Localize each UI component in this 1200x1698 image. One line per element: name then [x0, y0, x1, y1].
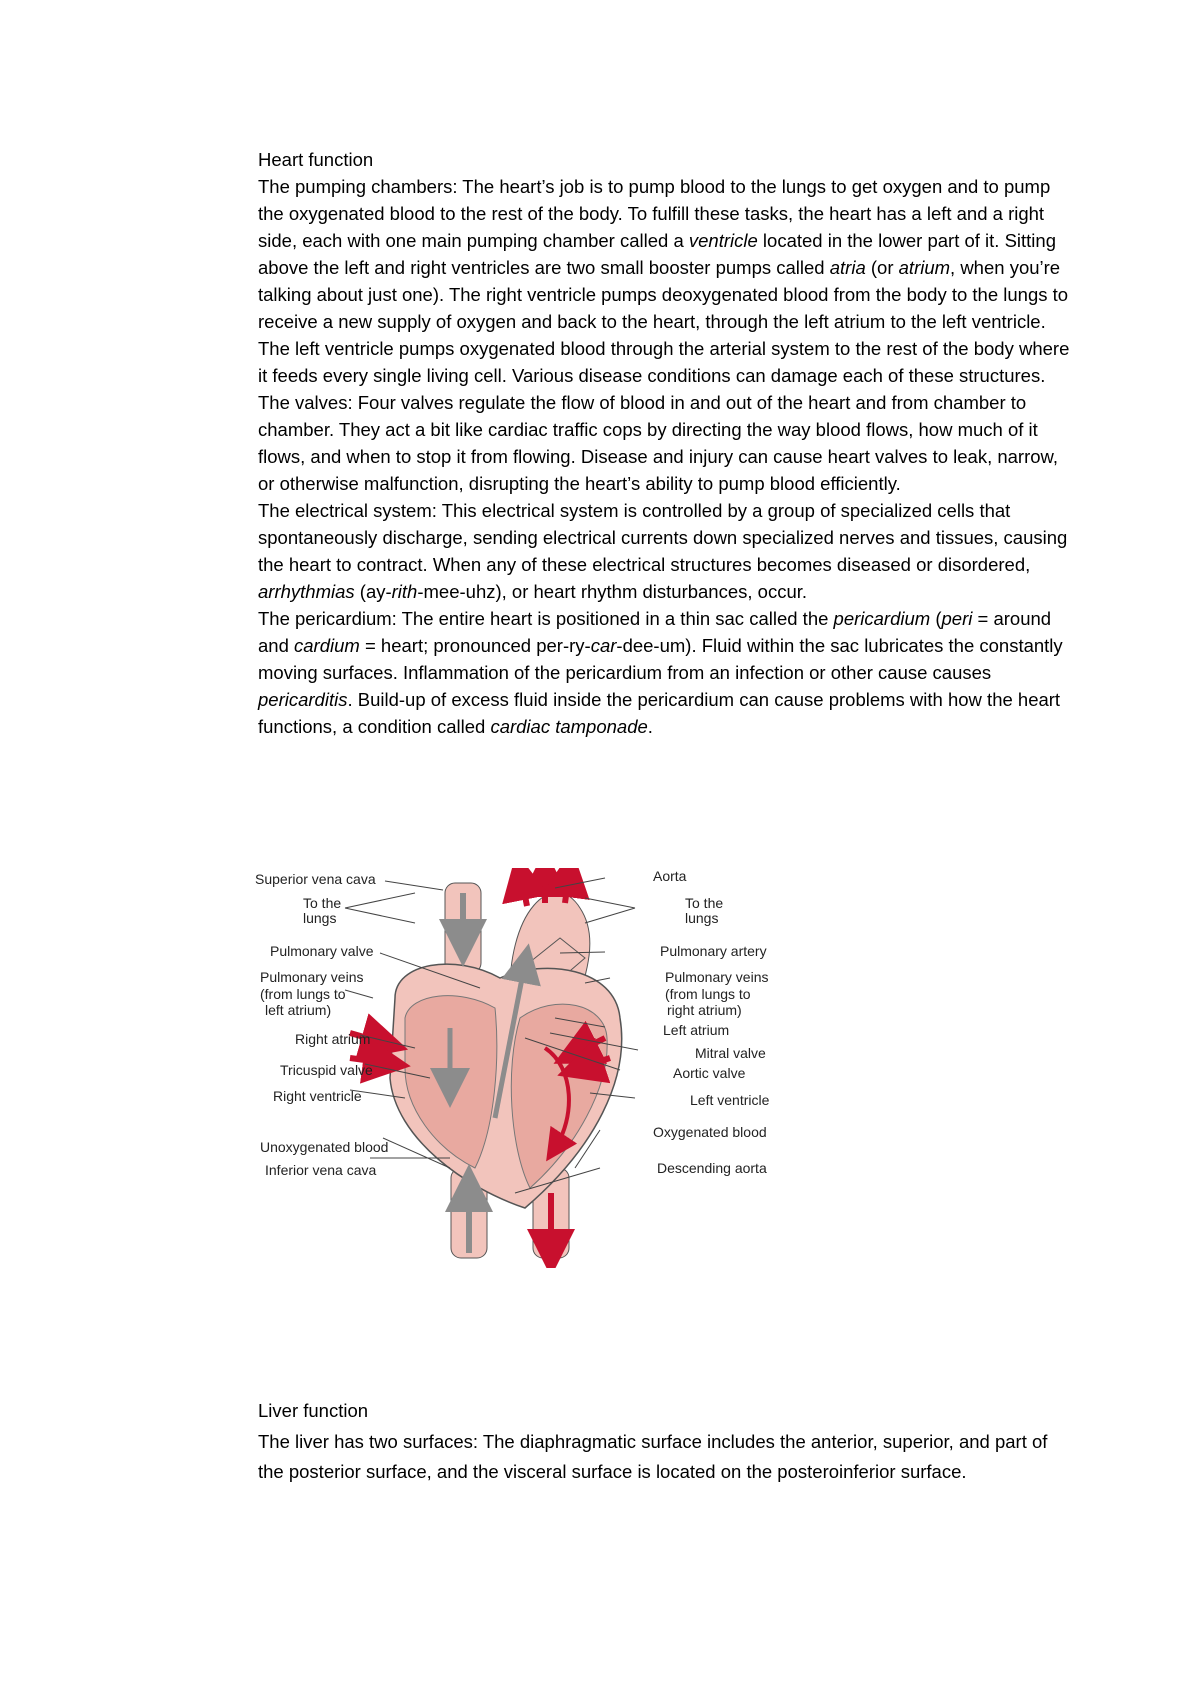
- label-oxygenated-blood: Oxygenated blood: [653, 1124, 767, 1140]
- pericardium-paragraph: The pericardium: The entire heart is positioned in a thin sac called the pericardium (peri = around and cardium = heart; pronounced per-ry-car-dee-um). Fluid within the sac lubricates the constantly moving surfaces. Inflammation of the pericardium from an infection or other cause causes pericarditis. Build-up of excess fluid inside the pericardium can cause problems with how the heart functions, a condition called cardiac tamponade.: [258, 608, 1063, 737]
- liver-surfaces-paragraph: The liver has two surfaces: The diaphragmatic surface includes the anterior, superior, and part of the posterior surface, and the visceral surface is located on the posteroinferior surface.: [258, 1430, 1048, 1482]
- label-right-atrium: Right atrium: [295, 1031, 371, 1047]
- label-mitral-valve: Mitral valve: [695, 1045, 766, 1061]
- label-superior-vena-cava: Superior vena cava: [255, 871, 376, 887]
- term-cardium: cardium: [294, 635, 360, 656]
- label-left-ventricle: Left ventricle: [690, 1092, 770, 1108]
- heart-diagram-svg: [255, 868, 795, 1268]
- label-to-lungs-right-2: lungs: [685, 910, 719, 926]
- term-arrhythmias: arrhythmias: [258, 581, 355, 602]
- label-to-lungs-left-2: lungs: [303, 910, 337, 926]
- term-atrium: atrium: [898, 257, 951, 278]
- term-ventricle: ventricle: [688, 230, 758, 251]
- label-pulmonary-veins-left-3: left atrium): [265, 1002, 332, 1018]
- label-pulmonary-veins-left-2: (from lungs to: [260, 986, 346, 1002]
- electrical-system-paragraph: The electrical system: This electrical system is controlled by a group of specialized cells that spontaneously discharge, sending electrical currents down specialized nerves and tissues, causing the heart to contract. When any of these electrical structures becomes diseased or disordered, arrhythmias (ay-rith-mee-uhz), or heart rhythm disturbances, occur.: [258, 500, 1068, 602]
- term-pericardium: pericardium: [833, 608, 931, 629]
- term-atria: atria: [829, 257, 866, 278]
- liver-function-section: [258, 1396, 1078, 1488]
- term-cardiac-tamponade: cardiac tamponade: [490, 716, 648, 737]
- label-pulmonary-veins-right-2: (from lungs to: [665, 986, 751, 1002]
- liver-function-heading: Liver function: [258, 1400, 369, 1421]
- label-tricuspid-valve: Tricuspid valve: [280, 1062, 373, 1078]
- label-right-ventricle: Right ventricle: [273, 1088, 362, 1104]
- label-pulmonary-valve: Pulmonary valve: [270, 943, 374, 959]
- term-car: car: [590, 635, 617, 656]
- aorta-up-arrow-2: [565, 873, 569, 903]
- aorta-up-arrow-3: [521, 876, 527, 906]
- label-aortic-valve: Aortic valve: [673, 1065, 746, 1081]
- label-pulmonary-veins-right-3: right atrium): [667, 1002, 742, 1018]
- label-to-lungs-right: To the: [685, 895, 724, 911]
- label-aorta: Aorta: [653, 868, 687, 884]
- label-pulmonary-artery: Pulmonary artery: [660, 943, 767, 959]
- heart-function-heading: Heart function: [258, 149, 374, 170]
- pumping-chambers-paragraph: The pumping chambers: The heart’s job is to pump blood to the lungs to get oxygen and to pump the oxygenated blood to the rest of the body. To fulfill these tasks, the heart has a left and a right side, each with one main pumping chamber called a ventricle located in the lower part of it. Sitting above the left and right ventricles are two small booster pumps called atria (or atrium, when you’re talking about just one). The right ventricle pumps deoxygenated blood from the body to the lungs to receive a new supply of oxygen and back to the heart, through the left atrium to the left ventricle. The left ventricle pumps oxygenated blood through the arterial system to the rest of the body where it feeds every single living cell. Various disease conditions can damage each of these structures.: [258, 176, 1070, 386]
- valves-paragraph: The valves: Four valves regulate the flow of blood in and out of the heart and from chamber to chamber. They act a bit like cardiac traffic cops by directing the way blood flows, how much of it flows, and when to stop it from flowing. Disease and injury can cause heart valves to leak, narrow, or otherwise malfunction, disrupting the heart’s ability to pump blood efficiently.: [258, 392, 1059, 494]
- heart-diagram: [255, 868, 795, 1268]
- label-unoxygenated-blood: Unoxygenated blood: [260, 1139, 389, 1155]
- label-descending-aorta: Descending aorta: [657, 1160, 767, 1176]
- label-pulmonary-veins-left: Pulmonary veins: [260, 969, 364, 985]
- term-rith: rith: [391, 581, 418, 602]
- label-to-lungs-left: To the: [303, 895, 342, 911]
- label-inferior-vena-cava: Inferior vena cava: [265, 1162, 377, 1178]
- term-peri: peri: [941, 608, 973, 629]
- heart-function-section: [258, 146, 1078, 740]
- label-pulmonary-veins-right: Pulmonary veins: [665, 969, 769, 985]
- label-left-atrium: Left atrium: [663, 1022, 730, 1038]
- term-pericarditis: pericarditis: [258, 689, 348, 710]
